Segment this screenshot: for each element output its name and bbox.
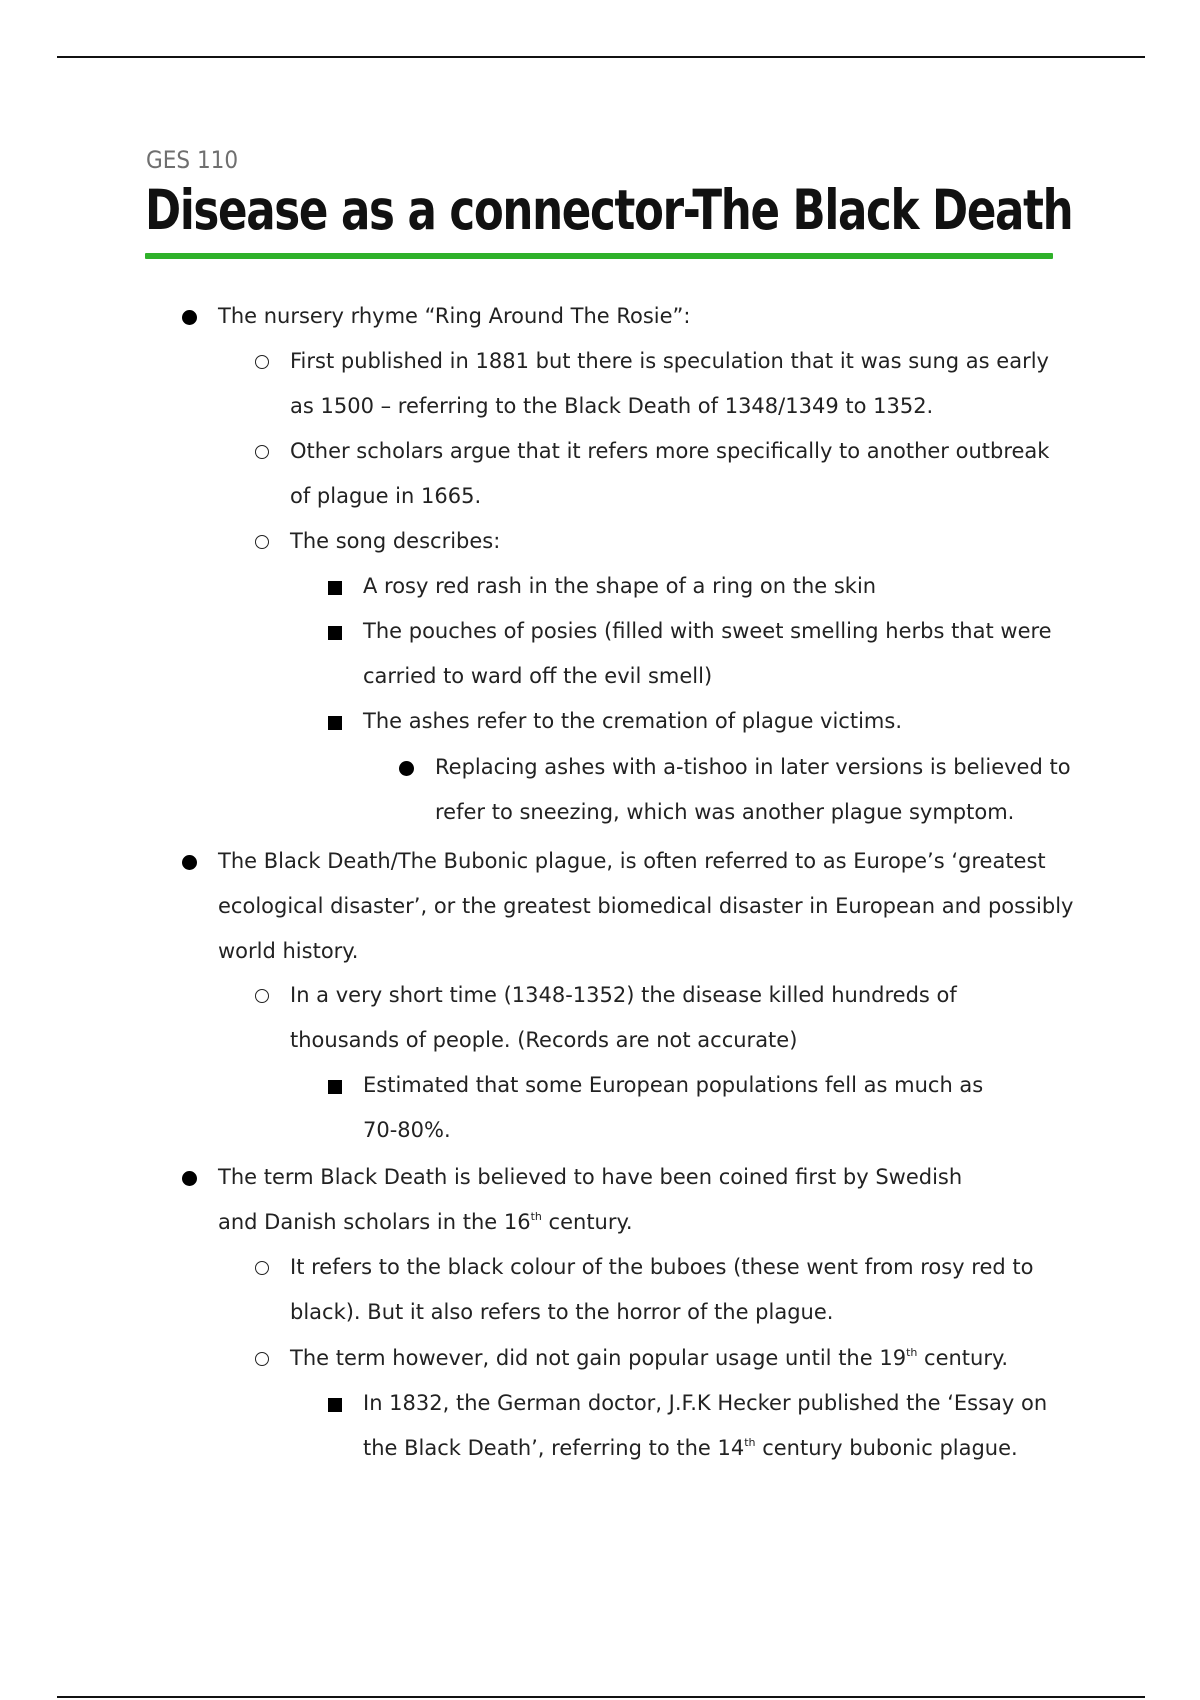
list-item: In 1832, the German doctor, J.F.K Hecker published the ‘Essay on the Black Death’, referring to the 14th century bubonic plague.: [363, 1381, 1063, 1471]
bullet-circle-icon: [255, 1261, 269, 1275]
bullet-circle-icon: [255, 989, 269, 1003]
list-item: In a very short time (1348-1352) the disease killed hundreds of thousands of people. (Records are not accurate): [290, 973, 1066, 1063]
bullet-circle-icon: [255, 355, 269, 369]
course-code: GES 110: [146, 146, 239, 174]
bullet-disc-icon: [182, 1171, 197, 1186]
bullet-square-icon: [328, 1398, 342, 1412]
bullet-circle-icon: [255, 535, 269, 549]
page-title: Disease as a connector-The Black Death: [145, 178, 1073, 242]
bullet-circle-icon: [255, 1352, 269, 1366]
title-underline: [145, 253, 1053, 259]
list-item: Replacing ashes with a-tishoo in later versions is believed to refer to sneezing, which was another plague symptom.: [435, 745, 1071, 835]
bullet-circle-icon: [255, 445, 269, 459]
bullet-disc-icon: [182, 855, 197, 870]
list-item: The song describes:: [290, 519, 1066, 564]
list-item: The term Black Death is believed to have been coined first by Swedish and Danish scholars in the 16th century.: [218, 1155, 1008, 1245]
list-item: A rosy red rash in the shape of a ring on the skin: [363, 564, 1063, 609]
list-item: The term however, did not gain popular usage until the 19th century.: [290, 1336, 1080, 1381]
bullet-disc-icon: [182, 310, 197, 325]
bottom-rule: [57, 1696, 1145, 1698]
bullet-square-icon: [328, 581, 342, 595]
list-item: The ashes refer to the cremation of plague victims.: [363, 699, 1063, 744]
list-item: Estimated that some European populations fell as much as 70-80%.: [363, 1063, 1023, 1153]
list-item: It refers to the black colour of the buboes (these went from rosy red to black). But it also refers to the horror of the plague.: [290, 1245, 1066, 1335]
list-item: The Black Death/The Bubonic plague, is often referred to as Europe’s ‘greatest ecological disaster’, or the greatest biomedical disaster in European and possibly world history.: [218, 839, 1078, 974]
list-item: The nursery rhyme “Ring Around The Rosie”:: [218, 294, 1078, 339]
bullet-square-icon: [328, 626, 342, 640]
top-rule: [57, 56, 1145, 58]
list-item: Other scholars argue that it refers more specifically to another outbreak of plague in 1665.: [290, 429, 1066, 519]
bullet-square-icon: [328, 1080, 342, 1094]
bullet-square-icon: [328, 716, 342, 730]
bullet-disc-icon: [399, 761, 414, 776]
list-item: The pouches of posies (filled with sweet smelling herbs that were carried to ward off the evil smell): [363, 609, 1063, 699]
list-item: First published in 1881 but there is speculation that it was sung as early as 1500 – referring to the Black Death of 1348/1349 to 1352.: [290, 339, 1066, 429]
